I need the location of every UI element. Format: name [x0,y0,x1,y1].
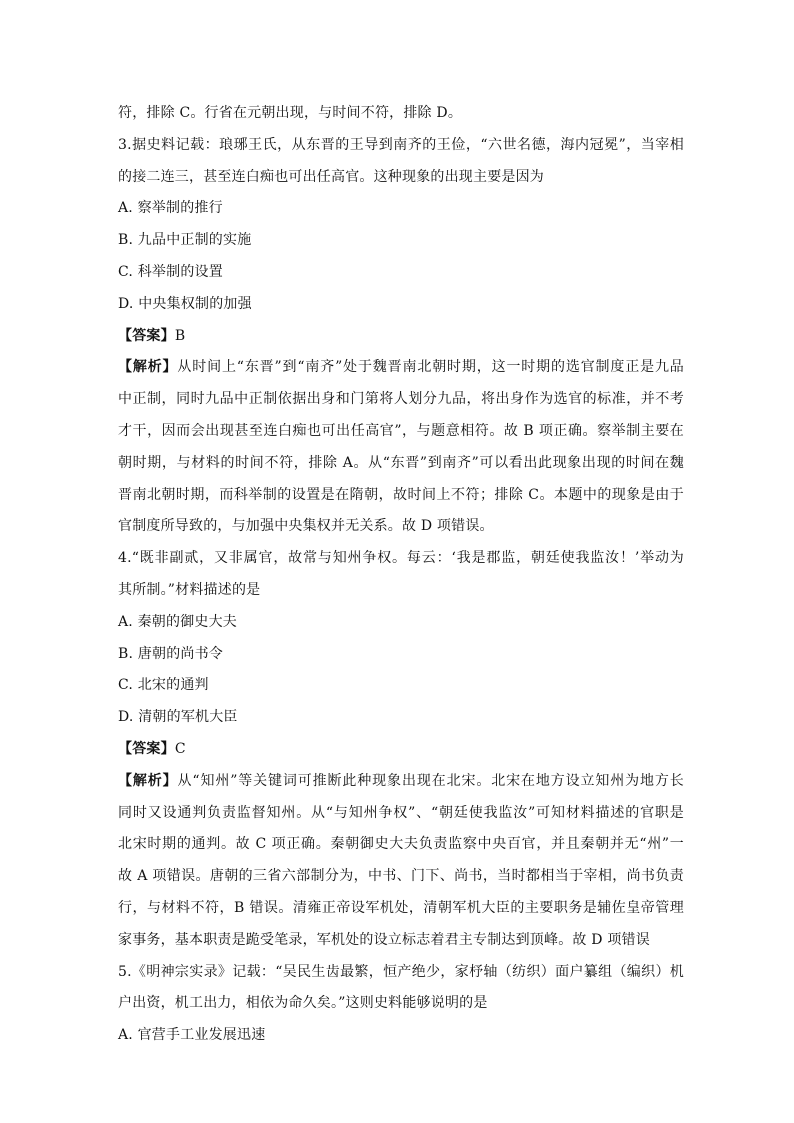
question-4-option-c: C. 北宋的通判 [118,677,209,694]
question-4-analysis [118,766,684,957]
answer-value: B [174,327,186,344]
question-5-stem-line-1: 5.《明神宗实录》记载：“吴民生齿最繁，恒产绝少，家杼轴（纺织）面户纂组（编织）机 [118,963,684,980]
question-3-analysis-line-3: 才干，因而会出现甚至连白痴也可出任高官”，与题意相符。故 B 项正确。察举制主要在 [118,422,684,439]
question-4-analysis-line-1 [118,766,684,798]
question-3-analysis-line-6: 官制度所导致的，与加强中央集权并无关系。故 D 项错误。 [118,518,494,535]
analysis-label: 【解析】 [118,359,178,376]
question-5-stem-line-2: 户出资，机工出力，相依为命久矣。”这则史料能够说明的是 [118,995,488,1012]
question-3-stem [118,130,684,194]
question-4-analysis-line-2: 同时又设通判负责监督知州。从“与知州争权”、“朝廷使我监汝”可知材料描述的官职是 [118,804,684,821]
question-4-option-a: A. 秦朝的御史大夫 [118,613,238,630]
question-4-analysis-line-6: 家事务，基本职责是跪受笔录，军机处的设立标志着君主专制达到顶峰。故 D 项错误 [118,931,650,948]
question-3-analysis-line-4: 朝时期，与材料的时间不符，排除 A。从“东晋”到南齐”可以看出此现象出现的时间在魏 [118,454,684,471]
answer-label: 【答案】 [118,740,175,757]
analysis-text: 从“知州”等关键词可推断此种现象出现在北宋。北宋在地方设立知州为地方长 [177,772,684,789]
question-3-analysis-line-1 [118,352,684,384]
question-4-analysis-line-5: 行，与材料不符，B 错误。清雍正帝设军机处，清朝军机大臣的主要职务是辅佐皇帝管理 [118,899,684,916]
question-5-option-a: A. 官营手工业发展迅速 [118,1027,266,1044]
question-5-stem [118,957,684,1021]
question-3-answer [118,321,684,353]
question-3-option-c: C. 科举制的设置 [118,263,223,280]
question-4-answer [118,734,684,766]
analysis-text: 从时间上“东晋”到“南齐”处于魏晋南北朝时期，这一时期的选官制度正是九品 [177,359,684,376]
question-4-analysis-line-3: 北宋时期的通判。故 C 项正确。秦朝御史大夫负责监察中央百官，并且秦朝并无“州”一 [118,836,684,853]
analysis-label: 【解析】 [118,772,178,789]
question-3-stem-line-2: 的接二连三，甚至连白痴也可出任高官。这种现象的出现主要是因为 [118,168,544,185]
question-4-stem-line-1: 4.“既非副贰，又非属官，故常与知州争权。每云：‘我是郡监，朝廷使我监汝！’举动为 [118,550,684,567]
question-4-stem [118,543,684,607]
question-3-analysis [118,352,684,543]
answer-label: 【答案】 [118,327,175,344]
question-3-analysis-line-2: 中正制，同时九品中正制依据出身和门第将人划分九品，将出身作为选官的标准，并不考 [118,391,684,408]
question-4-option-b: B. 唐朝的尚书令 [118,645,223,662]
question-3-option-b: B. 九品中正制的实施 [118,232,252,249]
document-content [118,98,684,1052]
question-4-stem-line-2: 其所制。”材料描述的是 [118,581,261,598]
question-3-option-d: D. 中央集权制的加强 [118,295,252,312]
answer-value: C [174,740,186,757]
question-4-option-d: D. 清朝的军机大臣 [118,709,238,726]
question-3-stem-line-1: 3.据史料记载：琅琊王氏，从东晋的王导到南齐的王俭，“六世名德，海内冠冕”，当宰相 [118,136,684,153]
question-3-option-a: A. 察举制的推行 [118,200,223,217]
intro-line: 符，排除 C。行省在元朝出现，与时间不符，排除 D。 [118,105,463,121]
question-4-analysis-line-4: 故 A 项错误。唐朝的三省六部制分为，中书、门下、尚书，当时都相当于宰相，尚书负责 [118,868,684,885]
question-3-analysis-line-5: 晋南北朝时期，而科举制的设置是在隋朝，故时间上不符；排除 C。本题中的现象是由于 [118,486,684,503]
